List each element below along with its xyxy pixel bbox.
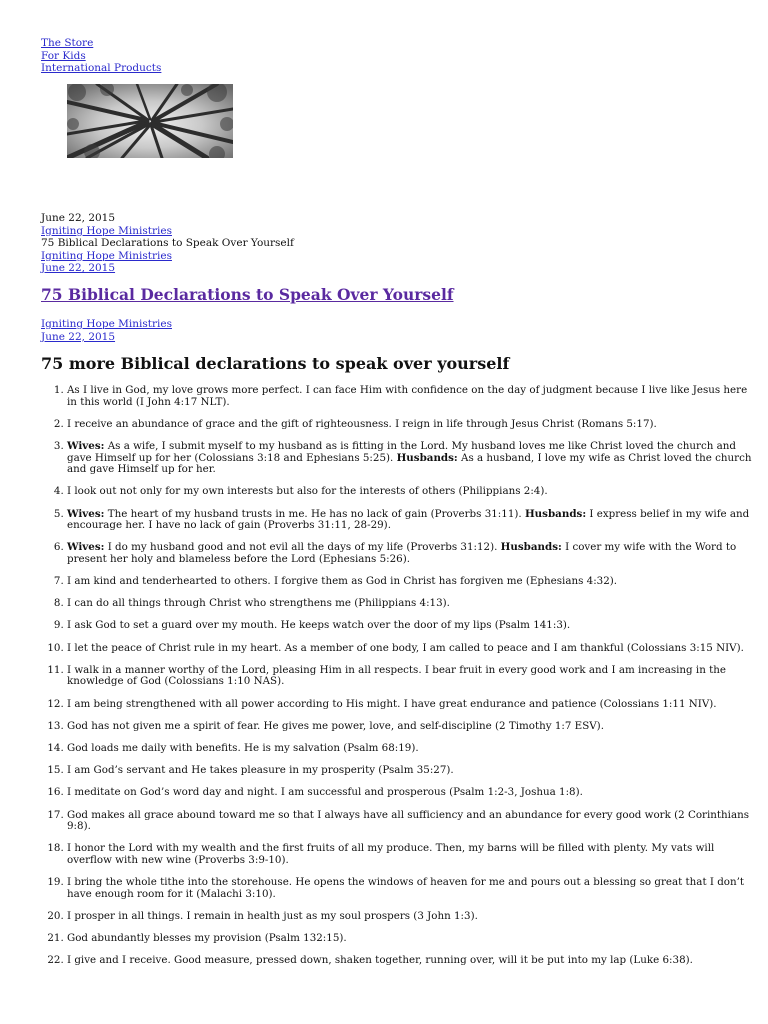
declaration-item (67, 843, 757, 866)
declaration-item (67, 419, 757, 431)
declaration-item (67, 765, 757, 777)
declaration-text: God makes all grace abound toward me so that I always have all sufficiency and an abundance for every good work (2 Corinthians 9:8). (67, 808, 750, 833)
post-date-text: June 22, 2015 (41, 212, 116, 224)
wives-label: Wives: (67, 439, 105, 452)
top-nav (41, 37, 161, 75)
husbands-text: As a husband, I love my wife as Christ loved the church and gave Himself up for her. (67, 451, 752, 476)
declaration-text: I am God’s servant and He takes pleasure in my prosperity (Psalm 35:27). (67, 764, 454, 777)
nav-link-international-products[interactable]: International Products (41, 62, 162, 74)
declaration-item (67, 721, 757, 733)
declaration-text: I am kind and tenderhearted to others. I forgive them as God in Christ has forgiven me (Ephesians 4:32). (67, 575, 618, 588)
declaration-text: I bring the whole tithe into the storehouse. He opens the windows of heaven for me and pours out a blessing so great that I don’t have enough room for it (Malachi 3:10). (67, 876, 745, 900)
husbands-text: I express belief in my wife and encourage her. I have no lack of gain (Proverbs 31:11, 28-29). (67, 507, 750, 532)
declaration-item (67, 810, 757, 833)
declaration-item (67, 620, 757, 632)
declaration-text: I meditate on God’s word day and night. I am successful and prosperous (Psalm 1:2-3, Joshua 1:8). (67, 786, 583, 799)
declaration-item (67, 509, 757, 532)
wives-text: The heart of my husband trusts in me. He has no lack of gain (Proverbs 31:11). (104, 507, 525, 520)
declaration-item (67, 665, 757, 688)
declaration-text: I honor the Lord with my wealth and the first fruits of all my produce. Then, my barns will be filled with plenty. My vats will overflow with new wine (Proverbs 3:9-10). (67, 842, 715, 866)
husbands-text: I cover my wife with the Word to present her holy and blameless before the Lord (Ephesians 5:26). (67, 541, 737, 565)
declaration-text: God loads me daily with benefits. He is my salvation (Psalm 68:19). (67, 742, 419, 754)
declaration-item (67, 787, 757, 799)
breadcrumb-title: 75 Biblical Declarations to Speak Over Yourself (41, 237, 294, 249)
declaration-text: God abundantly blesses my provision (Psalm 132:15). (67, 932, 347, 945)
declaration-text: As I live in God, my love grows more perfect. I can face Him with confidence on the day of judgment because I live like Jesus here in this world (I John 4:17 NLT). (67, 384, 748, 408)
declaration-text: I receive an abundance of grace and the gift of righteousness. I reign in life through Jesus Christ (Romans 5:17). (67, 417, 657, 430)
declaration-text: I am being strengthened with all power according to His might. I have great endurance and patience (Colossians 1:11 NIV). (67, 697, 717, 710)
declaration-text: I give and I receive. Good measure, pressed down, shaken together, running over, will it be put into my lap (Luke 6:38). (67, 954, 693, 967)
post-byline (41, 318, 172, 343)
declarations-list (41, 385, 757, 977)
declaration-item (67, 441, 757, 476)
declaration-item (67, 933, 757, 945)
declaration-item (67, 911, 757, 923)
declaration-item (67, 486, 757, 498)
wives-label: Wives: (67, 507, 105, 520)
husbands-label: Husbands: (500, 541, 562, 554)
author-link-secondary[interactable]: Igniting Hope Ministries (41, 249, 172, 262)
byline-date-link[interactable]: June 22, 2015 (41, 330, 116, 343)
declaration-item (67, 576, 757, 588)
nav-link-the-store[interactable]: The Store (41, 37, 94, 49)
declaration-item (67, 643, 757, 655)
declaration-item (67, 598, 757, 610)
declaration-text: I can do all things through Christ who strengthens me (Philippians 4:13). (67, 597, 450, 610)
husbands-label: Husbands: (524, 507, 587, 520)
declaration-item (67, 743, 757, 755)
declaration-text: I walk in a manner worthy of the Lord, pleasing Him in all respects. I bear fruit in every good work and I am increasing in the knowledge of God (Colossians 1:10 NAS). (67, 663, 726, 688)
wives-label: Wives: (67, 541, 105, 554)
wives-text: I do my husband good and not evil all the days of my life (Proverbs 31:12). (104, 541, 501, 554)
declaration-text: God has not given me a spirit of fear. He gives me power, love, and self-discipline (2 Timothy 1:7 ESV). (67, 719, 604, 732)
declaration-item (67, 385, 757, 408)
declaration-text: I ask God to set a guard over my mouth. He keeps watch over the door of my lips (Psalm 141:3). (67, 619, 571, 632)
declaration-text: I let the peace of Christ rule in my heart. As a member of one body, I am called to peace and I am thankful (Colossians 3:15 NIV). (67, 641, 744, 654)
post-title (41, 285, 454, 305)
declaration-text: I prosper in all things. I remain in health just as my soul prospers (3 John 1:3). (67, 909, 478, 922)
hero-image-forest-canopy (67, 84, 233, 158)
nav-link-for-kids[interactable]: For Kids (41, 49, 86, 62)
declaration-item (67, 699, 757, 711)
date-link[interactable]: June 22, 2015 (41, 262, 116, 274)
declaration-item (67, 542, 757, 565)
post-meta-header (41, 212, 294, 275)
husbands-label: Husbands: (396, 451, 458, 464)
declaration-item (67, 877, 757, 900)
declaration-text: I look out not only for my own interests but also for the interests of others (Philippians 2:4). (67, 485, 548, 498)
declaration-item (67, 955, 757, 967)
wives-text: As a wife, I submit myself to my husband as is fitting in the Lord. My husband loves me like Christ loved the church and gave Himself up for her (Colossians 3:18 and Ephesians 5:25). (67, 439, 736, 464)
post-title-link[interactable]: 75 Biblical Declarations to Speak Over Yourself (41, 285, 454, 304)
byline-author-link[interactable]: Igniting Hope Ministries (41, 318, 172, 330)
section-heading: 75 more Biblical declarations to speak over yourself (41, 354, 510, 373)
author-link[interactable]: Igniting Hope Ministries (41, 224, 172, 237)
